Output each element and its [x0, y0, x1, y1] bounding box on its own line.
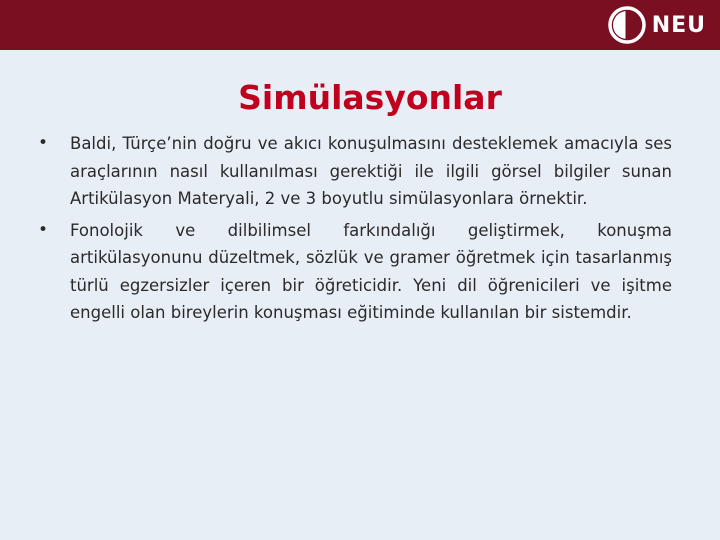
logo-text: NEU: [651, 12, 706, 38]
bullet-icon: •: [38, 219, 49, 240]
slide-title: Simülasyonlar: [238, 78, 502, 117]
neu-emblem-icon: [608, 6, 646, 44]
list-item: [38, 217, 672, 327]
list-item: [38, 130, 672, 213]
header-bar: [0, 0, 720, 50]
bullet-text: Fonolojik ve dilbilimsel farkındalığı geliştirmek, konuşma artikülasyonunu düzeltmek, sözlük ve gramer öğretmek için tasarlanmış türlü egzersizler içeren bir öğreticidir. Yeni dil öğrenicileri ve işitme engelli olan bireylerin konuşması eğitiminde kullanılan bir sistemdir.: [70, 220, 672, 322]
bullet-list: [38, 130, 672, 331]
bullet-icon: •: [38, 133, 49, 153]
bullet-text: Baldi, Türçe’nin doğru ve akıcı konuşulmasını desteklemek amacıyla ses araçlarının nasıl kullanılması gerektiği ile ilgili görsel bilgiler sunan Artikülasyon Materyali, 2 ve 3 boyutlu simülasyonlara örnektir.: [70, 134, 672, 208]
neu-logo: [608, 6, 706, 44]
